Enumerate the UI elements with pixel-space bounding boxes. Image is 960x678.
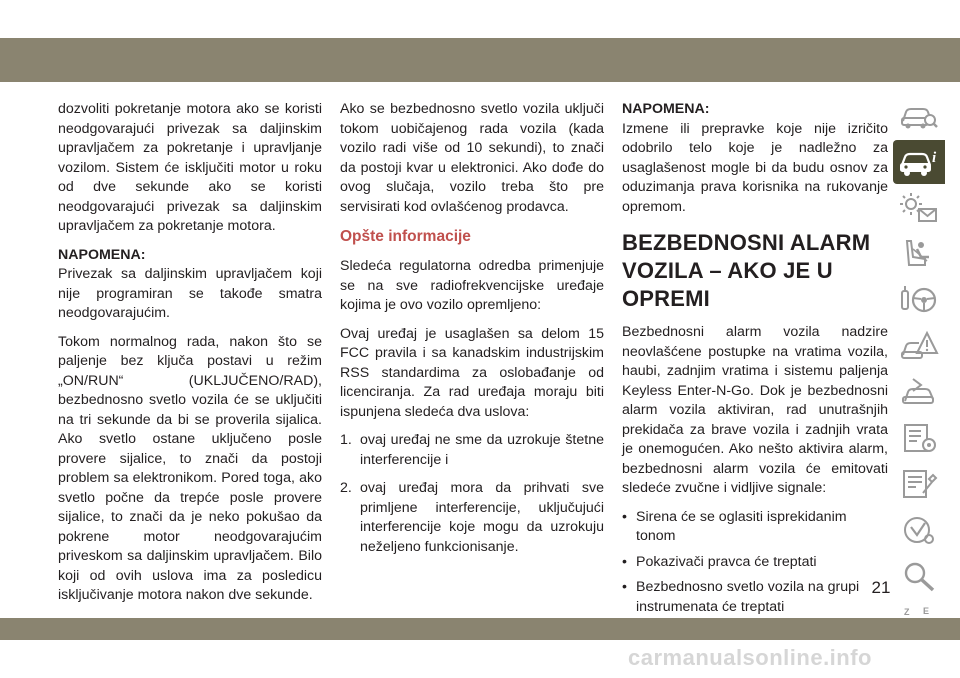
tab-servicing-maintenance[interactable] — [893, 416, 945, 460]
note-text: Izmene ili prepravke koje nije izričito odobrilo telo koje je nadležno za usaglašenost mogle bi da budu osnov za oduzimanja prava korisnika na rukovanje opremom. — [622, 120, 888, 215]
header-band — [0, 38, 960, 82]
paragraph: Bezbednosni alarm vozila nadzire neovlašćene postupke na vratima vozila, haubi, zadnjim vratima i sistemu paljenja Keyless Enter-N-Go. Dok je bezbednosni alarm vozila aktiviran, rad unutrašnjih prekidača za brave vozila i zadnjih vrata je onemogućen. Ako nešto aktivira alarm, bezbednosni alarm vozila će emitovati sledeće zvučne i vidljive signale: — [622, 324, 888, 496]
bullet-item: • Pokazivači pravca će treptati — [622, 553, 888, 573]
page-number: 21 — [871, 578, 891, 597]
bullet-item: • Bezbednosno svetlo vozila na grupi instrumenata će treptati — [622, 578, 888, 617]
svg-text:i: i — [932, 150, 937, 166]
tab-emergency-tools[interactable] — [893, 370, 945, 414]
heading-line: VOZILA – AKO JE U OPREMI — [622, 258, 833, 311]
tab-getting-to-know[interactable] — [893, 94, 945, 138]
text-column-1 — [58, 100, 322, 615]
note-text: Privezak sa daljinskim upravljačem koji nije programiran se takođe smatra neodgovarajućim. — [58, 266, 322, 321]
chapter-tabs — [893, 94, 945, 646]
tab-customer-assistance[interactable] — [893, 554, 945, 598]
hazard-triangle-icon — [899, 329, 939, 363]
car-info-icon — [898, 145, 940, 179]
tab-controls[interactable] — [893, 140, 945, 184]
numbered-list — [340, 431, 604, 557]
text-column-3 — [622, 100, 888, 623]
seat-safety-icon — [899, 237, 939, 271]
paragraph: Sledeća regulatorna odredba primenjuje se na sve radiofrekvencijske uređaje kojima je ovo vozilo opremljeno: — [340, 258, 604, 313]
specifications-icon — [899, 467, 939, 501]
multimedia-icon — [899, 513, 939, 547]
text-column-2 — [340, 100, 604, 566]
bullet-item: • Sirena će se oglasiti isprekidanim tonom — [622, 508, 888, 547]
note-label: NAPOMENA: — [58, 246, 146, 263]
svg-text:E: E — [923, 606, 930, 616]
note-label: NAPOMENA: — [622, 101, 710, 117]
tab-multimedia[interactable] — [893, 508, 945, 552]
tab-technical-specifications[interactable] — [893, 462, 945, 506]
footer-band — [0, 618, 960, 640]
top-margin — [0, 0, 960, 28]
index-search-icon — [899, 559, 939, 593]
warning-lights-icon — [899, 191, 939, 225]
chapter-heading — [622, 229, 888, 313]
paragraph: Ovaj uređaj je usaglašen sa delom 15 FCC pravila i sa kanadskim industrijskim RSS standardima za oslobađanje od licenciranja. Za rad uređaja moraju biti ispunjena sledeća dva uslova: — [340, 325, 604, 420]
paragraph: Ako se bezbednosno svetlo vozila uključi tokom uobičajenog rada vozila (kada vozilo radi više od 10 sekundi), to znači da postoji kvar u elektronici. Ako dođe do ovog slučaja, vozilo treba što pre servisirati kod ovlašćenog prodavca. — [340, 101, 604, 215]
list-item — [340, 479, 604, 557]
list-number: 1. — [340, 432, 352, 448]
jack-emergency-icon — [899, 375, 939, 409]
list-text: ovaj uređaj ne sme da uzrokuje štetne interferencije i — [360, 432, 604, 468]
tab-starting-operating[interactable] — [893, 278, 945, 322]
paragraph: dozvoliti pokretanje motora ako se koristi neodgovarajući privezak sa daljinskim upravljačem za pokretanje i upravljanje vozilom. Sistem će isključiti motor u roku od dve sekunde ako se koristi neodgovarajući privezak sa daljinskim upravljačem za pokretanje motora. — [58, 101, 322, 234]
tab-safety[interactable] — [893, 232, 945, 276]
watermark: carmanualsonline.info — [628, 645, 872, 670]
svg-text:Z: Z — [904, 607, 910, 617]
list-item — [340, 431, 604, 470]
bullet-list — [622, 508, 888, 618]
heading-line: BEZBEDNOSNI ALARM — [622, 230, 871, 255]
section-heading: Opšte informacije — [340, 228, 471, 245]
list-number: 2. — [340, 480, 352, 496]
tab-indicators[interactable] — [893, 186, 945, 230]
steering-start-icon — [899, 283, 939, 317]
list-text: ovaj uređaj mora da prihvati sve primljene interferencije, uključujući interferencije koje mogu da uzrokuju neželjeno funkcionisanje. — [360, 480, 604, 555]
maintenance-icon — [899, 421, 939, 455]
paragraph: Tokom normalnog rada, nakon što se paljenje bez ključa postavi u režim „ON/RUN“ (UKLJUČENO/RAD), bezbednosno svetlo vozila će se uključiti na tri sekunde da bi se proverila sijalica. Ako svetlo ostane uključeno posle provere sijalice, to znači da postoji problem sa elektronikom. Pored toga, ako svetlo počne da trepće posle provere sijalice, to znači da je neko pokušao da pokrene motor neodgovarajućim priveskom sa daljinskim upravljačem. Bilo koji od ovih uslova ima za posledicu isključivanje motora nakon dve sekunde. — [58, 333, 322, 603]
tab-in-case-of-emergency[interactable] — [893, 324, 945, 368]
car-search-icon — [899, 99, 939, 133]
